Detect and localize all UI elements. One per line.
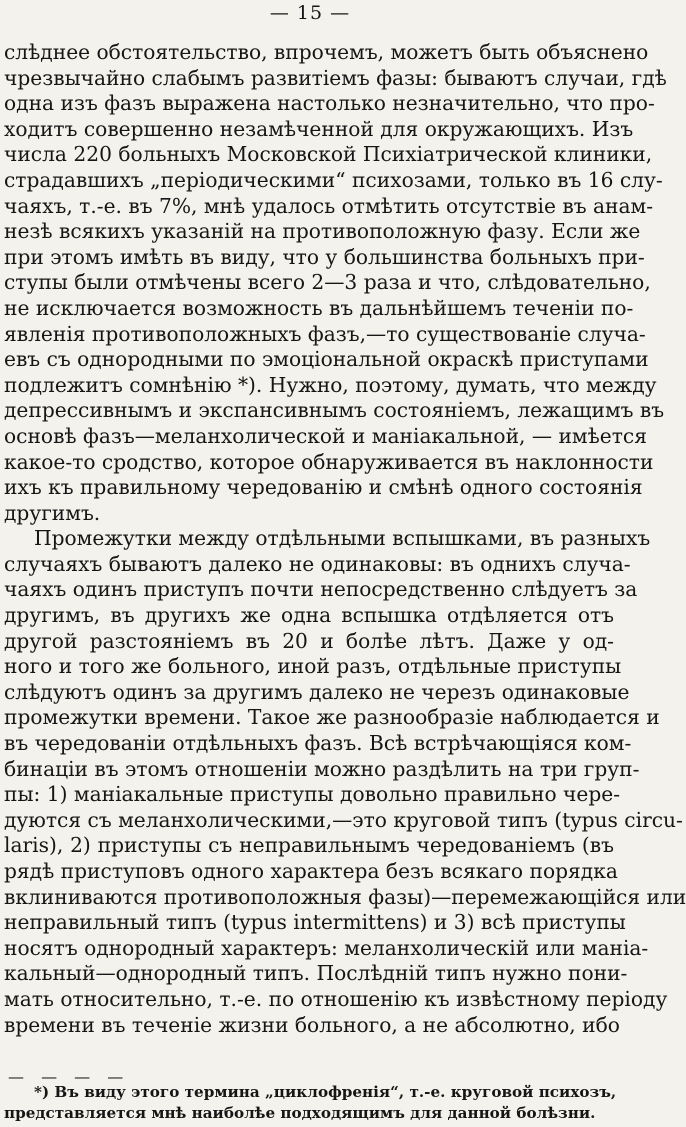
text-line: времени въ теченіе жизни больного, а не абсолютно, ибо [4,1012,620,1037]
text-line: пы: 1) маніакальные приступы довольно правильно чере- [4,782,621,807]
paragraph-1 [4,40,667,526]
text-line: laris), 2) приступы съ неправильнымъ чередованіемъ (въ [4,833,614,858]
text-line: бинаціи въ этомъ отношеніи можно раздѣлить на три груп- [4,756,640,781]
page-number: — 15 — [269,2,351,24]
footnote-line: *) Въ виду этого термина „циклофренія“, т.-е. круговой психозъ, [34,1083,617,1101]
text-line: другимъ. [4,500,101,525]
text-line: рядѣ приступовъ одного характера безъ всякаго порядка [4,859,618,883]
text-line: вклиниваются противоположныя фазы)—перемежающійся или [4,884,686,909]
text-line: не исключается возможность въ дальнѣйшемъ теченіи по- [4,295,634,320]
text-line: въ чередованіи отдѣльныхъ фазъ. Всѣ встрѣчающіяся ком- [4,731,632,756]
text-line: какое-то сродство, которое обнаруживается въ наклонности [4,449,654,474]
text-line: другой разстояніемъ въ 20 и болѣе лѣтъ. Даже у од- [4,628,614,653]
text-line: одна изъ фазъ выражена настолько незначительно, что про- [4,91,655,116]
text-line: носятъ однородный характеръ: меланхолическій или маніа- [4,935,649,960]
footnote-line: представляется мнѣ наиболѣе подходящимъ для данной болѣзни. [4,1104,596,1122]
text-line: подлежитъ сомнѣнію *). Нужно, поэтому, думать, что между [4,372,657,397]
paragraph-2 [4,526,686,1038]
text-line: чаяхъ, т.-е. въ 7%, мнѣ удалось отмѣтить отсутствіе въ анам- [4,193,654,218]
text-line: слѣднее обстоятельство, впрочемъ, можетъ быть объяснено [4,40,649,64]
text-line: ходитъ совершенно незамѣченной для окружающихъ. Изъ [4,116,634,141]
text-line: евъ съ однородными по эмоціональной окраскѣ приступами [4,347,649,372]
text-line: явленія противоположныхъ фазъ,—то существованіе случа- [4,321,646,346]
footnote [4,1082,617,1124]
body-text [4,40,686,1038]
text-line: чрезвычайно слабымъ развитіемъ фазы: бываютъ случаи, гдѣ [4,65,667,90]
text-line: числа 220 больныхъ Московской Психіатрической клиники, [4,142,653,167]
text-line: незѣ всякихъ указаній на противоположную фазу. Если же [4,219,641,244]
text-line: при этомъ имѣть въ виду, что у большинства больныхъ при- [4,244,645,269]
text-line: депрессивнымъ и экспансивнымъ состояніемъ, лежащимъ въ [4,398,665,423]
text-line: мать относительно, т.-е. по отношенію къ извѣстному періоду [4,986,668,1011]
text-line: чаяхъ одинъ приступъ почти непосредственно слѣдуетъ за [4,577,638,602]
text-line: промежутки времени. Такое же разнообразіе наблюдается и [4,705,660,730]
text-line: случаяхъ бываютъ далеко не одинаковы: въ однихъ случа- [4,551,631,576]
footnote-separator: — — — — [8,1067,130,1086]
text-line: основѣ фазъ—меланхолической и маніакальной, — имѣется [4,423,647,448]
text-line: неправильный типъ (typus intermittens) и 3) всѣ приступы [4,910,626,935]
text-line: ступы были отмѣчены всего 2—3 раза и что, слѣдовательно, [4,270,651,295]
text-line: другимъ, въ другихъ же одна вспышка отдѣляется отъ [4,603,614,628]
text-line: дуются съ меланхолическими,—это круговой типъ (typus circu- [4,807,683,832]
text-line: страдавшихъ „періодическими“ психозами, только въ 16 слу- [4,167,663,192]
text-line: ихъ къ правильному чередованію и смѣнѣ одного состоянія [4,475,643,500]
text-line: Промежутки между отдѣльными вспышками, въ разныхъ [34,526,651,551]
text-line: ного и того же больного, иной разъ, отдѣльные приступы [4,654,622,679]
text-line: слѣдуютъ одинъ за другимъ далеко не черезъ одинаковые [4,679,630,704]
text-line: кальный—однородный типъ. Послѣдній типъ нужно пони- [4,961,628,986]
